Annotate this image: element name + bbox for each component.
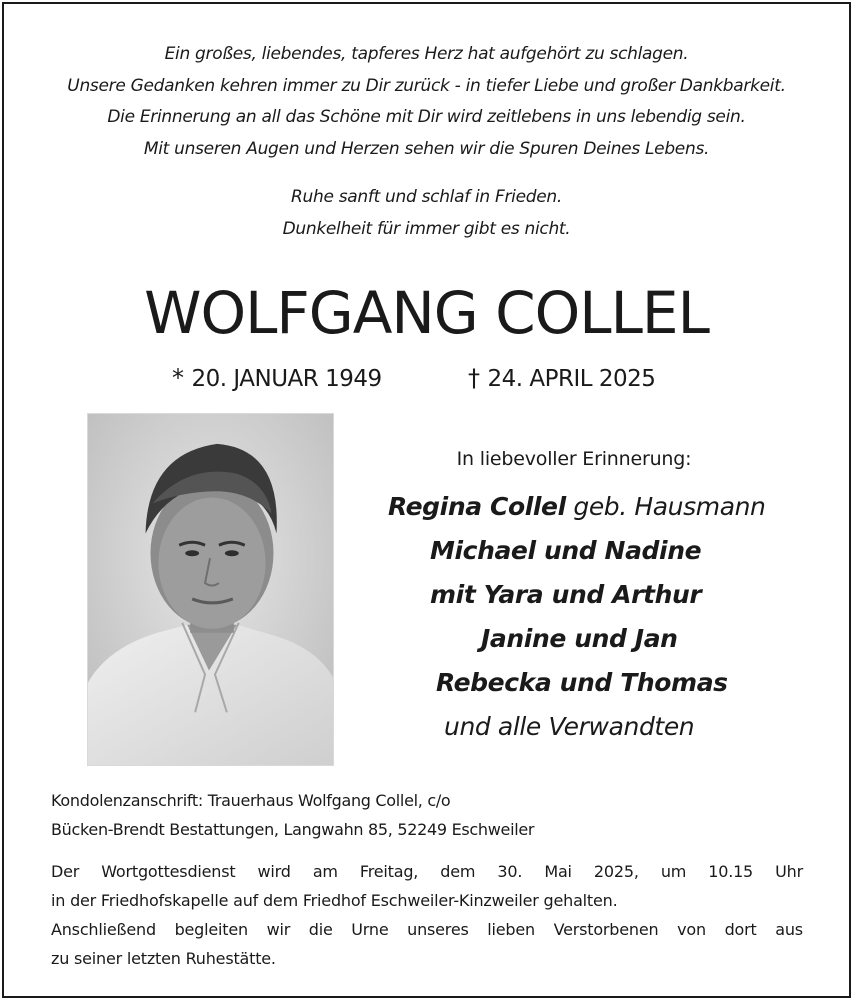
word: 10.15 — [708, 862, 754, 881]
death-date — [468, 358, 655, 399]
word: Urne — [351, 920, 389, 939]
word: von — [677, 920, 706, 939]
mourner-name-bold: Michael und Nadine — [430, 536, 702, 565]
service-line-1 — [51, 857, 803, 886]
star-icon: * — [172, 364, 184, 392]
poem-line: Mit unseren Augen und Herzen sehen wir die Spuren Deines Lebens. — [143, 138, 710, 159]
deceased-name: WOLFGANG COLLEL — [144, 279, 709, 347]
service-line-4: zu seiner letzten Ruhestätte. — [51, 949, 276, 968]
poem-closing — [0, 182, 853, 245]
poem-line: Unsere Gedanken kehren immer zu Dir zurück - in tiefer Liebe und großer Dankbarkeit. — [67, 75, 786, 96]
service-line-3 — [51, 915, 803, 944]
word: Uhr — [775, 862, 803, 881]
word: aus — [775, 920, 803, 939]
word: lieben — [487, 920, 535, 939]
birth-date — [172, 358, 382, 399]
mourner-name-bold: Regina Collel — [388, 492, 566, 521]
portrait-image — [88, 414, 333, 765]
word: 30. — [497, 862, 523, 881]
word: Anschließend — [51, 920, 156, 939]
word: die — [308, 920, 333, 939]
word: Freitag, — [359, 862, 419, 881]
poem-closing-line: Dunkelheit für immer gibt es nicht. — [282, 218, 571, 239]
death-date-text: 24. APRIL 2025 — [487, 366, 656, 392]
mourner-line — [430, 529, 853, 573]
cross-icon: † — [468, 364, 480, 392]
memory-intro: In liebevoller Erinnerung: — [456, 448, 692, 470]
word: dem — [440, 862, 476, 881]
word: um — [660, 862, 687, 881]
mourner-name-bold: Rebecka und Thomas — [436, 668, 728, 697]
word: Mai — [544, 862, 572, 881]
mourner-line — [388, 485, 818, 529]
word: Der — [51, 862, 80, 881]
poem-verse — [0, 39, 853, 165]
condolence-address — [51, 787, 534, 844]
service-info — [51, 857, 803, 973]
mourner-line — [481, 617, 853, 661]
mourner-name-bold: Janine und Jan — [481, 624, 678, 653]
word: am — [312, 862, 338, 881]
word: wir — [266, 920, 291, 939]
condolence-line: Bücken-Brendt Bestattungen, Langwahn 85, 52249 Eschweiler — [51, 819, 535, 839]
word: wird — [257, 862, 291, 881]
word: 2025, — [593, 862, 639, 881]
mourner-name-bold: mit Yara und Arthur — [430, 580, 702, 609]
birth-date-text: 20. JANUAR 1949 — [191, 366, 382, 392]
poem-line: Ein großes, liebendes, tapferes Herz hat aufgehört zu schlagen. — [164, 44, 689, 64]
word: Verstorbenen — [553, 920, 659, 939]
word: unseres — [407, 920, 469, 939]
portrait-photo — [87, 413, 334, 766]
word: begleiten — [174, 920, 248, 939]
word: dort — [724, 920, 757, 939]
service-line-2: in der Friedhofskapelle auf dem Friedhof Eschweiler-Kinzweiler gehalten. — [51, 891, 618, 910]
poem-line: Die Erinnerung an all das Schöne mit Dir wird zeitlebens in uns lebendig sein. — [107, 107, 746, 127]
mourner-maiden-name: geb. Hausmann — [565, 492, 766, 521]
mourner-line — [430, 573, 853, 617]
condolence-line: Kondolenzanschrift: Trauerhaus Wolfgang Collel, c/o — [51, 791, 451, 810]
mourner-line: und alle Verwandten — [444, 712, 695, 741]
mourner-line — [436, 661, 853, 705]
poem-closing-line: Ruhe sanft und schlaf in Frieden. — [291, 187, 562, 207]
word: Wortgottesdienst — [101, 862, 236, 881]
